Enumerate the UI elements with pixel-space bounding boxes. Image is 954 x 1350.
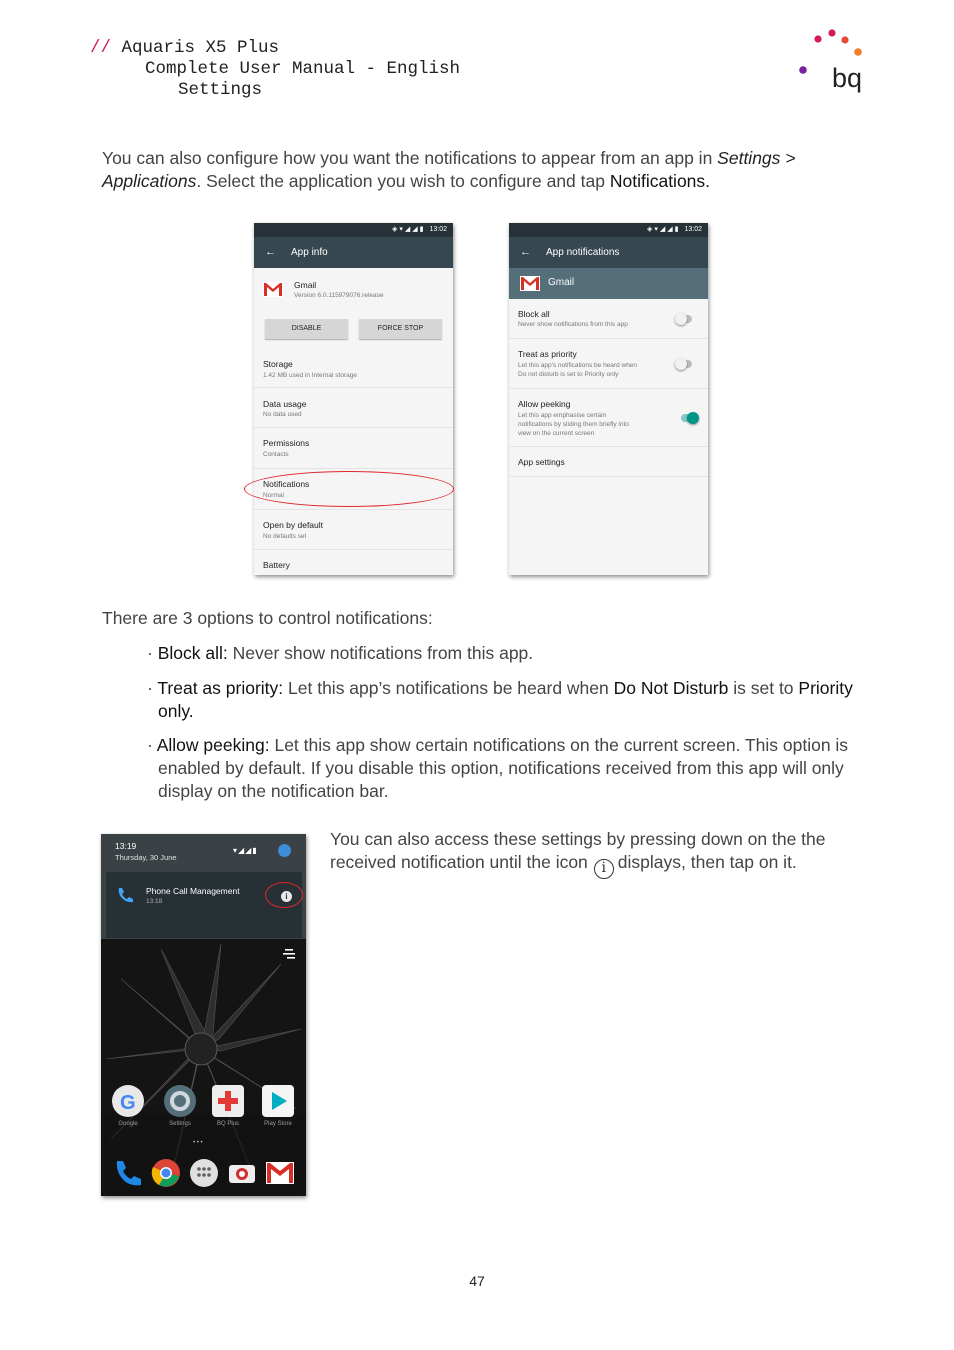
notif-row-priority[interactable] <box>509 339 708 389</box>
page-indicator-dots: • • • <box>193 1140 203 1146</box>
clear-all-icon[interactable] <box>282 948 296 960</box>
status-time: 13:02 <box>684 226 702 233</box>
option-priority: · Treat as priority: Let this app’s notifications be heard when Do Not Disturb is set to Priority only. <box>147 678 853 721</box>
bq-logo <box>796 28 866 98</box>
intro-separator: > <box>780 148 796 168</box>
chrome-icon[interactable] <box>151 1158 181 1188</box>
option-text: Never show notifications from this app. <box>227 643 534 663</box>
row-title: Data usage <box>263 399 307 409</box>
option-peeking: · Allow peeking: Let this app show certain notifications on the current screen. This option is enabled by default. If you disable this option, notifications received from this app will only display on the notification bar. <box>147 735 849 801</box>
row-title: Permissions <box>263 438 310 448</box>
intro-notifications: Notifications. <box>609 171 711 191</box>
row-title: Notifications <box>263 479 310 489</box>
intro-applications: Applications <box>102 171 197 191</box>
app-label-bq-plus: BQ Plus <box>216 1121 239 1127</box>
signal-icons: ▾◢◢▮ <box>233 846 258 855</box>
page-number: 47 <box>469 1273 485 1289</box>
play-store-app-icon[interactable] <box>262 1085 294 1117</box>
option-block-all: · Block all: Never show notifications from this app. <box>147 643 534 663</box>
app-name: Gmail <box>294 280 317 290</box>
status-time: 13:02 <box>429 226 447 233</box>
google-app-icon[interactable] <box>112 1085 144 1117</box>
dialer-icon[interactable] <box>113 1158 143 1188</box>
disable-button[interactable]: DISABLE <box>265 319 348 339</box>
header-line-1 <box>90 38 460 59</box>
row-subtitle: Contacts <box>263 451 289 458</box>
action-buttons <box>254 304 453 342</box>
row-subtitle: notifications by sliding them briefly into <box>518 421 629 428</box>
back-arrow-icon[interactable]: ← <box>265 246 276 258</box>
row-title: Battery <box>263 560 290 570</box>
clock-date: Thursday, 30 June <box>115 853 177 862</box>
row-subtitle: Let this app's notifications be heard when <box>518 362 638 369</box>
peeking-toggle[interactable] <box>681 414 698 422</box>
info-highlight-oval <box>265 882 303 908</box>
row-title: App settings <box>518 457 565 467</box>
settings-row-open-by-default[interactable] <box>254 510 453 550</box>
option-dnd: Do Not Disturb <box>613 678 729 698</box>
notif-row-peeking[interactable] <box>509 389 708 447</box>
row-title: Allow peeking <box>518 399 571 409</box>
app-bar-title: App notifications <box>546 247 620 258</box>
row-title: Storage <box>263 359 293 369</box>
status-bar <box>509 223 708 237</box>
app-name: Gmail <box>548 277 575 288</box>
settings-row-permissions[interactable] <box>254 428 453 469</box>
app-bar <box>509 237 708 268</box>
header-line-3: Settings <box>178 80 263 100</box>
app-label-settings: Settings <box>169 1121 191 1127</box>
gmail-icon <box>263 282 283 297</box>
app-header-bar <box>509 268 708 299</box>
row-subtitle: Normal <box>263 492 284 499</box>
access-paragraph <box>330 828 880 879</box>
back-arrow-icon[interactable]: ← <box>520 246 531 258</box>
option-text: Let this app show certain notifications on the current screen. This option is enabled by default. If you disable this option, notifications received from this app will only display on the notification bar. <box>158 735 849 801</box>
row-subtitle: Do not disturb is set to Priority only <box>518 371 619 378</box>
app-version: Version 6.0.115979076.release <box>294 292 384 299</box>
access-text-2: displays, then tap on it. <box>617 852 797 872</box>
app-drawer-icon[interactable] <box>189 1158 219 1188</box>
priority-toggle[interactable] <box>675 360 692 368</box>
svg-text:G: G <box>120 1092 136 1114</box>
app-label-google: Google <box>118 1121 138 1127</box>
option-priority-only: Priority only. <box>158 678 853 721</box>
block-all-toggle[interactable] <box>675 315 692 323</box>
row-subtitle: No defaults set <box>263 533 307 540</box>
notification-title: Phone Call Management <box>146 886 240 896</box>
notif-row-block-all[interactable] <box>509 299 708 339</box>
app-bar-title: App info <box>291 247 328 258</box>
force-stop-button[interactable]: FORCE STOP <box>359 319 442 339</box>
intro-settings: Settings <box>717 148 781 168</box>
settings-row-storage[interactable] <box>254 347 453 388</box>
highlight-oval <box>244 471 454 507</box>
settings-app-icon[interactable] <box>164 1085 196 1117</box>
status-bar <box>254 223 453 237</box>
user-avatar-icon[interactable] <box>278 844 291 857</box>
app-info-header <box>254 268 453 304</box>
page-header <box>90 38 460 101</box>
row-subtitle: Never show notifications from this app <box>518 321 628 328</box>
clock-time: 13:19 <box>115 841 137 851</box>
phone-icon <box>116 886 134 904</box>
notification-time: 13:18 <box>146 898 163 905</box>
row-title: Treat as priority <box>518 349 577 359</box>
header-product: Aquaris X5 Plus <box>121 38 280 58</box>
settings-row-battery[interactable] <box>254 550 453 575</box>
option-label: Allow peeking: <box>156 735 270 755</box>
status-icons: ◈▾◢◢▮ <box>646 226 681 233</box>
header-line-2: Complete User Manual - English <box>145 59 461 79</box>
row-subtitle: 1.42 MB used in Internal storage <box>263 372 357 379</box>
gmail-icon <box>520 276 540 291</box>
intro-paragraph <box>102 147 882 193</box>
info-icon-inline: i <box>594 859 614 879</box>
app-label-play-store: Play Store <box>264 1121 292 1127</box>
options-intro: There are 3 options to control notifications: <box>102 608 433 628</box>
info-icon[interactable]: i <box>281 891 292 902</box>
option-text: is set to <box>728 678 799 698</box>
settings-row-data-usage[interactable] <box>254 388 453 428</box>
row-title: Open by default <box>263 520 324 530</box>
option-label: Block all: <box>157 643 228 663</box>
access-text-1: You can also access these settings by pressing down on the the received notification until the icon <box>330 829 826 872</box>
intro-text-1: You can also configure how you want the notifications to appear from an app in <box>102 148 718 168</box>
option-label: Treat as priority: <box>157 678 284 698</box>
app-notifications-screen <box>509 223 708 575</box>
gmail-dock-icon[interactable] <box>265 1160 295 1186</box>
row-subtitle: Let this app emphasise certain <box>518 412 607 419</box>
row-subtitle: No data used <box>263 411 302 418</box>
intro-text-2: . Select the application you wish to configure and tap <box>196 171 610 191</box>
app-bar <box>254 237 453 268</box>
header-slashes: // <box>90 38 112 58</box>
camera-icon[interactable] <box>227 1158 257 1188</box>
notif-row-app-settings[interactable] <box>509 447 708 477</box>
status-icons: ◈▾◢◢▮ <box>391 226 426 233</box>
logo-text: bq <box>832 63 863 93</box>
app-info-screen <box>254 223 453 575</box>
bq-plus-app-icon[interactable] <box>212 1085 244 1117</box>
row-subtitle: view on the current screen <box>518 430 595 437</box>
row-title: Block all <box>518 309 550 319</box>
option-text: Let this app’s notifications be heard when <box>283 678 614 698</box>
